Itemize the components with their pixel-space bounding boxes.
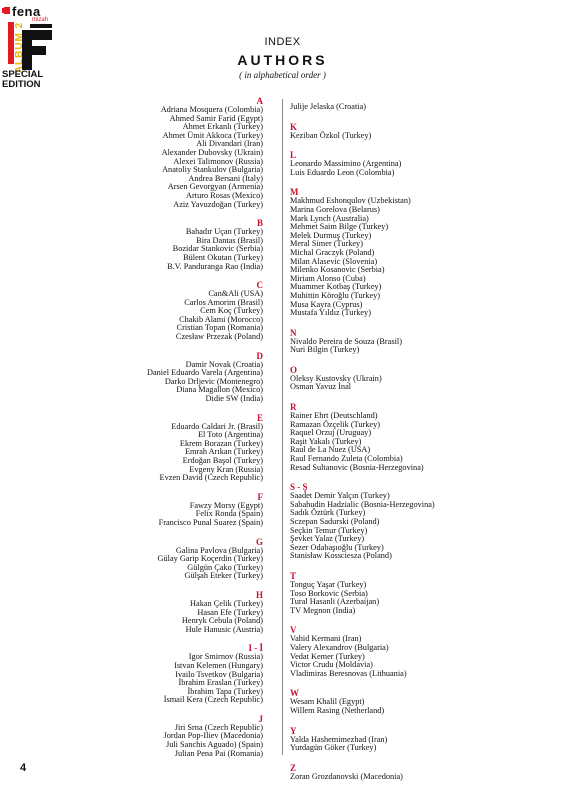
author-entry: Felix Ronda (Spain): [195, 509, 263, 519]
author-entry: Musa Kayra (Cyprus): [290, 299, 363, 309]
author-entry: Osman Yavuz İnal: [290, 382, 352, 392]
author-entry: Zoran Grozdanovski (Macedonia): [290, 771, 403, 781]
author-entry: Şevket Yalaz (Turkey): [290, 534, 365, 544]
author-entry: Meral Simer (Turkey): [290, 239, 363, 249]
author-entry: Yurdagün Göker (Turkey): [290, 743, 377, 753]
letter-section: [290, 122, 435, 141]
author-entry: Ahmet Ümit Akkoca (Turkey): [162, 130, 263, 140]
author-entry: Carlos Amorim (Brasil): [184, 297, 263, 307]
author-entry: Milenko Kosanovic (Serbia): [290, 265, 385, 275]
author-entry: Vedat Kemer (Turkey): [290, 651, 365, 661]
author-entry: Raşit Yakalı (Turkey): [290, 436, 362, 446]
author-entry: Miriam Alonso (Cuba): [290, 273, 366, 283]
section-letter: M: [290, 187, 299, 198]
author-entry: Nivaldo Pereira de Souza (Brasil): [290, 336, 402, 346]
section-letter: J: [258, 713, 263, 724]
letter-section: [147, 714, 263, 758]
section-letter: Y: [290, 725, 297, 736]
author-entry: Hakan Çelik (Turkey): [190, 598, 263, 608]
author-entry: Fawzy Morsy (Egypt): [189, 500, 263, 510]
special-line-1: SPECIAL: [2, 69, 44, 80]
author-entry: Evgeny Kran (Russia): [189, 464, 263, 474]
author-entry: Makhmud Eshonqulov (Uzbekistan): [290, 196, 411, 206]
letter-section: [290, 365, 435, 392]
author-entry: Daniel Eduardo Varela (Argentina): [146, 368, 263, 378]
author-entry: İsmail Kera (Czech Republic): [163, 695, 263, 705]
author-entry: Yalda Hashemimezhad (Iran): [290, 734, 388, 744]
right-author-column: [290, 103, 435, 781]
section-letter: I - İ: [248, 643, 263, 654]
section-letter: E: [256, 412, 263, 423]
section-letter: F: [257, 491, 263, 502]
letter-section: [147, 643, 263, 705]
section-letter: L: [290, 150, 297, 161]
author-entry: Victor Crudu (Moldavia): [290, 660, 373, 670]
column-divider: [282, 99, 283, 755]
author-entry: Muammer Kotbaş (Turkey): [290, 282, 382, 292]
author-entry: Adriana Mosquera (Colombia): [160, 105, 263, 114]
index-label: INDEX: [264, 36, 301, 48]
logo-sub: mizah: [32, 17, 49, 23]
author-entry: Bira Dantas (Brasil): [196, 235, 263, 245]
author-entry: Stanisław Kossciesza (Poland): [290, 551, 392, 561]
author-entry: Istvan Kelemen (Hungary): [174, 660, 263, 670]
author-entry: Cem Koç (Turkey): [200, 306, 263, 316]
author-entry: Alexei Talimonov (Russia): [173, 156, 263, 166]
author-entry: Willem Rasing (Netherland): [290, 705, 385, 715]
author-entry: Sabahudin Hadzialic (Bosnia-Herzegovina): [290, 499, 435, 509]
author-entry: İbrahim Eraslan (Turkey): [178, 678, 263, 688]
author-entry: Evzen David (Czech Republic): [159, 473, 263, 483]
author-entry: Eduardo Caldari Jr. (Brasil): [171, 421, 263, 431]
author-entry: Darko Drljevic (Montenegro): [164, 376, 263, 386]
author-entry: Gülşah Etеker (Turkey): [184, 571, 263, 581]
section-letter: W: [290, 688, 299, 699]
author-entry: Wesam Khalil (Egypt): [290, 697, 365, 707]
page-title: AUTHORS: [237, 52, 328, 68]
section-letter: H: [255, 589, 263, 600]
author-entry: Francisco Punal Suarez (Spain): [158, 517, 263, 527]
author-entry: Chakib Alami (Morocco): [179, 314, 263, 324]
section-letter: O: [290, 364, 298, 375]
author-entry: Jiri Srna (Czech Republic): [174, 722, 263, 732]
author-entry: Gülgün Çako (Turkey): [187, 562, 263, 572]
letter-section: [290, 482, 435, 561]
letter-section: [147, 413, 263, 483]
author-entry: Nuri Bilgin (Turkey): [290, 345, 360, 355]
section-letter: Z: [290, 762, 297, 773]
section-letter: G: [255, 536, 263, 547]
letter-section: [290, 328, 435, 355]
author-entry: Henryk Cebula (Poland): [181, 616, 263, 626]
letter-section: [290, 150, 435, 177]
page-subtitle: ( in alphabetical order ): [239, 70, 326, 80]
author-entry: Ahmet Erkanlı (Turkey): [182, 122, 263, 132]
letter-section: [147, 218, 263, 271]
letter-section: [147, 590, 263, 634]
author-entry: Ivailo Tsvetkov (Bulgaria): [175, 669, 263, 679]
letter-section: [147, 351, 263, 404]
left-author-column: [147, 96, 263, 758]
author-entry: Raul de La Nuez (USA): [290, 445, 371, 455]
author-entry: Gülay Garip Koçerdin (Turkey): [157, 554, 263, 564]
letter-section: [147, 537, 263, 581]
letter-section: [147, 96, 263, 209]
section-letter: C: [256, 280, 263, 291]
author-entry: Rainer Ehrt (Deutschland): [290, 411, 378, 421]
author-entry: Diana Magallon (Mexico): [176, 385, 263, 395]
author-entry: Luis Eduardo Leon (Colombia): [290, 167, 395, 177]
author-entry: Igor Smirnov (Russia): [188, 652, 263, 662]
author-entry: Jordan Pop-Iliev (Macedonia): [163, 731, 263, 741]
author-entry: Galina Pavlova (Bulgaria): [175, 545, 263, 555]
section-letter: R: [290, 402, 297, 413]
section-letter: N: [290, 327, 297, 338]
section-letter: D: [256, 350, 263, 361]
section-letter: A: [256, 96, 263, 106]
letter-section: [290, 402, 435, 472]
section-letter: S - Ş: [290, 482, 308, 493]
author-entry: Ali Divandari (Iran): [196, 139, 263, 149]
author-entry: Mehmet Saim Bilge (Turkey): [290, 222, 389, 232]
author-entry: Toso Borkovic (Serbia): [290, 588, 368, 598]
author-entry: Ekrem Borazan (Turkey): [179, 438, 263, 448]
author-entry: Didie SW (India): [205, 394, 263, 404]
author-entry: Vladimiras Beresnovas (Lithuania): [290, 668, 407, 678]
author-entry: Sczepan Sadurski (Poland): [290, 517, 380, 526]
section-letter: K: [290, 121, 298, 132]
author-entry: Sadık Öztürk (Turkey): [290, 508, 366, 518]
letter-section: [147, 492, 263, 528]
author-entry: Czesław Przezak (Poland): [175, 332, 263, 342]
author-entry: Sezer Odabaşıoğlu (Turkey): [290, 542, 384, 552]
author-entry: Keziban Özkol (Turkey): [290, 130, 372, 140]
author-entry: Marina Gorelova (Belarus): [290, 204, 380, 214]
author-entry: Hasan Efe (Turkey): [197, 607, 263, 617]
author-entry: Leonardo Massimino (Argentina): [290, 159, 402, 169]
author-entry: B.V. Panduranga Rao (India): [167, 261, 263, 271]
author-entry: Muhittin Köroğlu (Turkey): [290, 290, 381, 300]
author-entry: Arsen Gevorgyan (Armenia): [167, 182, 263, 192]
author-entry: Ramazan Özçelik (Turkey): [290, 419, 381, 429]
author-entry: Ahmed Samir Farid (Egypt): [169, 113, 263, 123]
letter-section: [290, 103, 435, 112]
author-entry: Tural Hasanli (Azerbaijan): [290, 597, 380, 607]
logo-brand: fena: [12, 4, 41, 19]
author-entry: Erdoğan Başol (Turkey): [182, 456, 263, 465]
logo-album-label: ALBUM 2: [14, 21, 26, 74]
author-entry: Aziz Yavuzdoğan (Turkey): [173, 199, 263, 209]
page-number: 4: [20, 762, 27, 774]
author-entry: Julije Jelaska (Croatia): [290, 102, 367, 111]
author-entry: Anatoliy Stankulov (Bulgaria): [162, 165, 263, 175]
author-entry: Juli Sanchis Aguado) (Spain): [165, 740, 263, 750]
author-entry: Mark Lynch (Australia): [290, 213, 369, 223]
author-entry: El Toto (Argentina): [197, 430, 263, 440]
author-entry: Resad Sultanovic (Bosnia-Herzegovina): [290, 462, 424, 472]
author-entry: Emrah Arıkan (Turkey): [184, 447, 263, 457]
author-entry: Tonguç Yaşar (Turkey): [290, 579, 367, 589]
letter-section: [290, 688, 435, 715]
author-entry: Saadet Demir Yalçın (Turkey): [290, 491, 390, 501]
author-entry: Seçkin Temur (Turkey): [290, 525, 368, 535]
author-entry: Milan Alasevic (Slovenia): [290, 256, 378, 266]
letter-section: [147, 280, 263, 342]
author-entry: İbrahim Tapa (Turkey): [187, 686, 263, 696]
author-entry: Cristian Topan (Romania): [176, 323, 263, 333]
author-entry: Can&Ali (USA): [208, 289, 263, 299]
section-letter: B: [256, 218, 263, 229]
author-entry: Raquel Orzuj (Uruguay): [290, 428, 372, 438]
author-entry: Arturo Rosas (Mexico): [186, 190, 263, 200]
author-entry: Bahadır Uçan (Turkey): [185, 227, 263, 237]
author-entry: Hule Hanusic (Austria): [185, 624, 263, 634]
author-entry: Andrea Bersani (Italy): [188, 173, 263, 183]
author-entry: Alexander Dubovsky (Ukrain): [161, 147, 263, 157]
author-entry: Bülent Okutan (Turkey): [183, 252, 263, 262]
author-entry: Valery Alexandrov (Bulgaria): [290, 642, 389, 652]
letter-section: [290, 763, 435, 782]
special-line-2: EDITION: [2, 79, 41, 90]
author-entry: Julian Pena Pai (Romania): [174, 748, 263, 758]
author-entry: Damir Novak (Croatia): [185, 359, 263, 369]
section-letter: V: [290, 625, 297, 636]
letter-section: [290, 571, 435, 615]
author-entry: Michal Graczyk (Poland): [290, 247, 375, 257]
section-letter: T: [290, 570, 297, 581]
author-entry: Mustafa Yıldız (Turkey): [290, 308, 371, 318]
letter-section: [290, 187, 435, 317]
author-entry: Raul Fernando Zuleta (Colombia): [290, 454, 403, 464]
author-entry: Oleksy Kustovsky (Ukrain): [290, 373, 382, 383]
letter-section: [290, 726, 435, 753]
author-entry: Melek Durmuş (Turkey): [290, 230, 372, 240]
letter-section: [290, 625, 435, 678]
author-entry: Vahid Kermani (Iran): [290, 634, 362, 644]
author-entry: TV Megnon (India): [290, 605, 356, 615]
author-entry: Bozidar Stankovic (Serbia): [172, 244, 263, 254]
